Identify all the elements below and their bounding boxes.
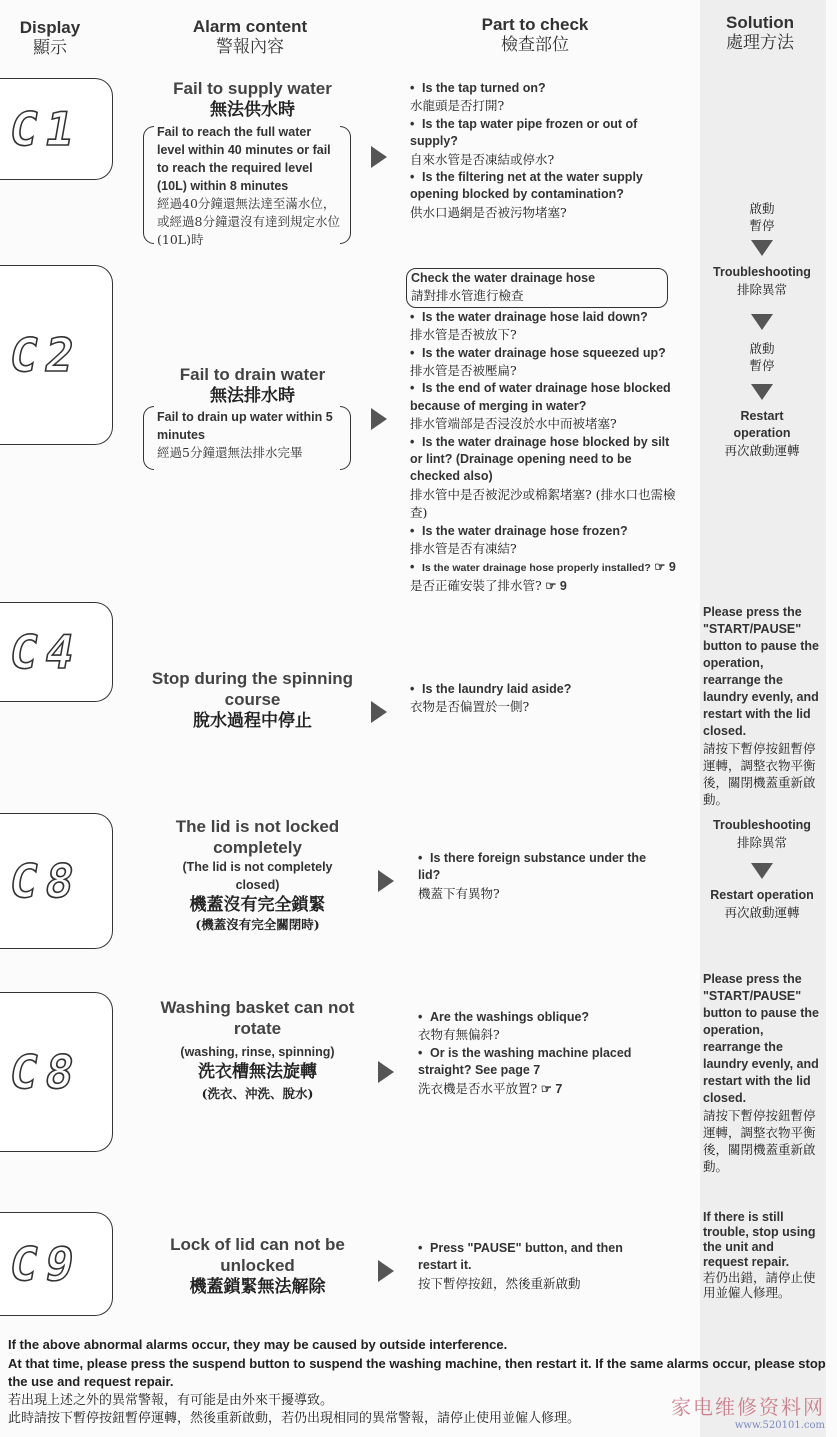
solution-c4 <box>703 604 821 808</box>
display-c8-basket <box>0 992 113 1152</box>
alarm-title-c9-en: Lock of lid can not be unlocked <box>170 1235 345 1275</box>
hand-pointer-icon: ☞ <box>654 559 666 574</box>
footer-line2-zh: 此時請按下暫停按鈕暫停運轉，然後重新啟動，若仍出現相同的異常警報，請停止使用並僱人修理。 <box>8 1411 581 1426</box>
alarm-sub-c8-basket-zh: (洗衣、沖洗、脫水) <box>201 1086 314 1101</box>
solution-pause-zh: 啟動 暫停 <box>749 341 775 373</box>
solution-restart-zh: 再次啟動運轉 <box>724 905 800 920</box>
solution-c9 <box>703 1210 821 1300</box>
display-c2 <box>0 265 113 445</box>
arrow-right-icon <box>371 701 387 723</box>
arrow-down-icon <box>751 240 773 256</box>
alarm-title-c4-en: Stop during the spinning course <box>151 669 354 709</box>
header-part-zh: 檢查部位 <box>501 35 569 55</box>
header-alarm-en: Alarm content <box>192 17 308 36</box>
alarm-title-c8-lid <box>150 816 365 934</box>
arrow-right-icon <box>378 1260 394 1282</box>
alarm-title-c8-basket-zh: 洗衣槽無法旋轉 <box>198 1062 317 1082</box>
display-code-c4: C4 <box>5 625 87 679</box>
check-item: • Are the washings oblique? 衣物有無偏斜? <box>418 1010 590 1043</box>
footer-line1-en: If the above abnormal alarms occur, they may be caused by outside interference. <box>8 1337 508 1352</box>
alarm-sub-c8-lid-en: (The lid is not completely closed) <box>182 860 333 892</box>
checks-c2 <box>410 268 680 595</box>
alarm-desc-c2-en: Fail to drain up water within 5 minutes <box>157 410 333 442</box>
display-c8-lid <box>0 813 113 949</box>
watermark-text: 家电维修资料网 <box>671 1395 825 1419</box>
alarm-title-c1-zh: 無法供水時 <box>210 100 295 120</box>
header-solution <box>710 13 810 53</box>
check-callout: Check the water drainage hose 請對排水管進行檢查 <box>406 268 668 308</box>
solution-repair-zh: 若仍出錯，請停止使用並僱人修理。 <box>703 1270 816 1300</box>
checks-c4 <box>410 681 680 717</box>
solution-troubleshooting-en: Troubleshooting <box>713 265 811 279</box>
header-solution-en: Solution <box>726 13 794 32</box>
display-code-c9: C9 <box>5 1237 87 1291</box>
header-alarm-zh: 警報內容 <box>216 37 284 57</box>
check-item: • Is the laundry laid aside? 衣物是否偏置於一側? <box>410 682 572 715</box>
alarm-title-c2-zh: 無法排水時 <box>210 386 295 406</box>
alarm-title-c1-en: Fail to supply water <box>173 79 332 98</box>
check-item: • Is the end of water drainage hose blocked because of merging in water? 排水管端部是否浸沒於水中而被堵塞? <box>410 381 671 432</box>
header-alarm <box>150 17 350 57</box>
alarm-desc-c1-zh: 經過40分鐘還無法達至滿水位，或經過8分鐘還沒有達到規定水位(10L)時 <box>157 196 340 247</box>
solution-c8-basket <box>703 971 821 1175</box>
check-item: • Press "PAUSE" button, and then restart it. 按下暫停按鈕，然後重新啟動 <box>418 1241 623 1291</box>
display-c9 <box>0 1212 113 1316</box>
alarm-title-c2 <box>150 364 355 407</box>
solution-c1-c2 <box>703 200 821 459</box>
arrow-down-icon <box>751 863 773 879</box>
header-display-en: Display <box>19 18 81 37</box>
solution-troubleshooting-en: Troubleshooting <box>713 818 811 832</box>
checks-c8-basket <box>418 1009 663 1098</box>
display-code-c8-lid: C8 <box>5 854 87 908</box>
check-item: • Is the water drainage hose blocked by silt or lint? (Drainage opening need to be checked also) 排水管中是否被泥沙或棉絮堵塞? (排水口也需檢查) <box>410 434 676 521</box>
alarm-title-c8-lid-en: The lid is not locked completely <box>175 817 340 857</box>
check-item: • Is the water drainage hose frozen? 排水管是否有凍結? <box>410 523 628 557</box>
alarm-desc-c2-zh: 經過5分鐘還無法排水完畢 <box>157 445 303 460</box>
alarm-title-c4-zh: 脫水過程中停止 <box>193 711 312 731</box>
alarm-desc-c1 <box>157 123 342 249</box>
alarm-title-c8-basket <box>150 997 365 1105</box>
alarm-title-c4 <box>150 668 355 732</box>
solution-press-zh: 請按下暫停按鈕暫停運轉，調整衣物平衡後，關閉機蓋重新啟動。 <box>703 1108 816 1174</box>
alarm-desc-c1-en: Fail to reach the full water level within 40 minutes or fail to reach the required level (10L) within 8 minutes <box>157 125 331 193</box>
check-item: • Is the tap turned on? 水龍頭是否打開? <box>410 81 546 114</box>
checks-c1 <box>410 80 680 222</box>
arrow-right-icon <box>371 146 387 168</box>
check-item: • Or is the washing machine placed straight? See page 7 洗衣機是否水平放置? ☞ 7 <box>418 1045 632 1096</box>
arrow-down-icon <box>751 314 773 330</box>
footer-line1-zh: 若出現上述之外的異常警報，有可能是由外來干擾導致。 <box>8 1392 334 1408</box>
checks-c9 <box>418 1240 653 1293</box>
solution-press-zh: 請按下暫停按鈕暫停運轉，調整衣物平衡後，關閉機蓋重新啟動。 <box>703 741 816 807</box>
alarm-title-c1 <box>150 78 355 121</box>
solution-restart-en: Restart operation <box>710 888 814 902</box>
watermark <box>671 1391 825 1431</box>
alarm-title-c8-lid-zh: 機蓋沒有完全鎖緊 <box>189 895 326 915</box>
alarm-title-c8-basket-en: Washing basket can not rotate <box>160 998 355 1038</box>
arrow-down-icon <box>751 384 773 400</box>
hand-pointer-icon: ☞ <box>540 1081 552 1096</box>
display-code-c1: C1 <box>5 102 87 156</box>
solution-c8-lid <box>703 817 821 921</box>
alarm-title-c2-en: Fail to drain water <box>179 365 326 384</box>
arrow-right-icon <box>371 408 387 430</box>
header-part <box>430 15 640 55</box>
check-item: • Is the tap water pipe frozen or out of supply? 自來水管是否凍結或停水? <box>410 116 638 167</box>
solution-restart-en: Restart operation <box>733 409 791 440</box>
solution-press-en: Please press the "START/PAUSE" button to pause the operation, rearrange the laundry evenly, and restart with the lid closed. <box>703 605 819 738</box>
alarm-title-c9-zh: 機蓋鎖緊無法解除 <box>189 1277 326 1297</box>
checks-c8-lid <box>418 850 658 903</box>
display-c1 <box>0 78 113 180</box>
arrow-right-icon <box>378 870 394 892</box>
solution-restart-zh: 再次啟動運轉 <box>724 443 800 458</box>
paren-left <box>143 406 154 470</box>
display-c4 <box>0 602 113 702</box>
display-code-c8-basket: C8 <box>5 1045 87 1099</box>
display-code-c2: C2 <box>5 328 87 382</box>
arrow-right-icon <box>378 1061 394 1083</box>
alarm-sub-c8-basket-en: (washing, rinse, spinning) <box>180 1045 335 1059</box>
watermark-url: www.520101.com <box>734 1420 825 1431</box>
check-item: • Is there foreign substance under the lid? 機蓋下有異物? <box>418 851 647 901</box>
header-display-zh: 顯示 <box>33 38 67 58</box>
solution-troubleshooting-zh: 排除異常 <box>736 835 787 850</box>
alarm-desc-c2 <box>157 408 342 462</box>
header-display <box>10 18 90 58</box>
hand-pointer-icon: ☞ <box>545 578 557 593</box>
check-item: • Is the water drainage hose squeezed up? 排水管是否被壓扁? <box>410 345 666 379</box>
alarm-sub-c8-lid-zh: (機蓋沒有完全關閉時) <box>195 917 320 932</box>
solution-press-en: Please press the "START/PAUSE" button to pause the operation, rearrange the laundry evenly, and restart with the lid closed. <box>703 972 819 1105</box>
check-item-install: • Is the water drainage hose properly installed? ☞ 9 是否正確安裝了排水管? ☞ 9 <box>410 559 676 593</box>
check-item: • Is the filtering net at the water supply opening blocked by contamination? 供水口過網是否被污物堵塞? <box>410 170 643 220</box>
header-part-en: Part to check <box>481 15 589 34</box>
alarm-title-c9 <box>150 1234 365 1298</box>
solution-pause-zh: 啟動 暫停 <box>749 201 775 233</box>
solution-repair-en: If there is still trouble, stop using the unit and request repair. <box>703 1210 816 1269</box>
footer-line2-en: At that time, please press the suspend button to suspend the washing machine, then restart it. If the same alarms occur, please stop the use and request repair. <box>8 1355 826 1389</box>
check-item: • Is the water drainage hose laid down? 排水管是否被放下? <box>410 309 648 343</box>
solution-troubleshooting-zh: 排除異常 <box>736 282 787 297</box>
paren-left <box>143 126 154 244</box>
header-solution-zh: 處理方法 <box>726 33 794 53</box>
